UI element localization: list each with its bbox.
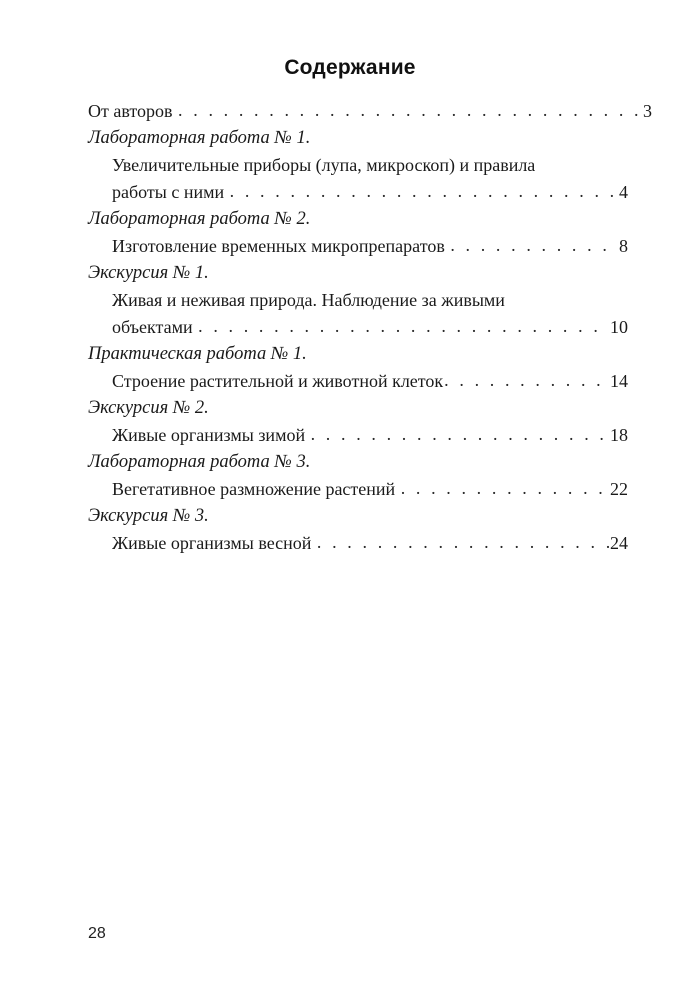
toc-entry-row	[112, 233, 628, 260]
toc-entry-label: работы с ними	[112, 182, 229, 202]
toc-page-number: 3	[643, 101, 652, 121]
toc-page-number: 4	[619, 182, 628, 202]
toc-entry-label: Строение растительной и животной клеток	[112, 371, 444, 391]
toc-entry[interactable]	[88, 368, 652, 395]
toc-group-heading: Лабораторная работа № 2.	[88, 209, 311, 229]
toc-leader-dots	[444, 367, 609, 394]
toc-entry-label: От авторов	[88, 101, 178, 121]
toc-entry[interactable]	[88, 422, 652, 449]
toc-page-number: 10	[610, 317, 628, 337]
toc-entry-label: Изготовление временных микропрепаратов	[112, 236, 450, 256]
toc-group-heading: Экскурсия № 3.	[88, 506, 209, 526]
toc-leader-dots	[317, 529, 609, 556]
toc-leader-dots	[178, 97, 642, 124]
toc-leader-dots	[230, 178, 618, 205]
toc-entry-row	[88, 98, 652, 125]
toc-entry[interactable]	[88, 233, 652, 260]
toc-entry-row	[112, 476, 628, 503]
toc-list	[88, 98, 652, 557]
toc-group-heading: Экскурсия № 2.	[88, 398, 209, 418]
toc-leader-dots	[450, 232, 618, 259]
toc-entry[interactable]	[88, 152, 652, 179]
toc-entry-row	[112, 368, 628, 395]
toc-entry-row	[112, 314, 628, 341]
toc-entry[interactable]	[88, 314, 652, 341]
toc-group-heading: Лабораторная работа № 1.	[88, 128, 311, 148]
toc-leader-dots	[198, 313, 609, 340]
toc-page-number: 24	[610, 533, 628, 553]
toc-entry[interactable]	[88, 287, 652, 314]
toc-group-heading: Лабораторная работа № 3.	[88, 452, 311, 472]
toc-entry[interactable]	[88, 98, 652, 125]
toc-leader-dots	[311, 421, 605, 448]
toc-group-heading: Экскурсия № 1.	[88, 263, 209, 283]
toc-entry-row	[112, 422, 628, 449]
toc-entry-label: Живая и неживая природа. Наблюдение за живыми	[112, 290, 505, 310]
toc-page-number: 18	[605, 425, 628, 445]
toc-entry-label: объектами	[112, 317, 198, 337]
toc-entry-label: Вегетативное размножение растений	[112, 479, 400, 499]
toc-group-heading: Практическая работа № 1.	[88, 344, 307, 364]
page-folio-number: 28	[88, 925, 106, 942]
toc-entry-row	[112, 530, 628, 557]
toc-entry-label: Увеличительные приборы (лупа, микроскоп) и правила	[112, 155, 536, 175]
toc-page-number: 14	[610, 371, 628, 391]
toc-entry-label: Живые организмы зимой	[112, 425, 310, 445]
toc-entry[interactable]	[88, 179, 652, 206]
toc-entry[interactable]	[88, 530, 652, 557]
toc-leader-dots	[401, 475, 609, 502]
toc-page-number: 8	[619, 236, 628, 256]
toc-page-number: 22	[610, 479, 628, 499]
toc-entry-label: Живые организмы весной	[112, 533, 316, 553]
toc-entry-row	[112, 179, 628, 206]
toc-entry[interactable]	[88, 476, 652, 503]
page-title: Содержание	[284, 56, 416, 79]
